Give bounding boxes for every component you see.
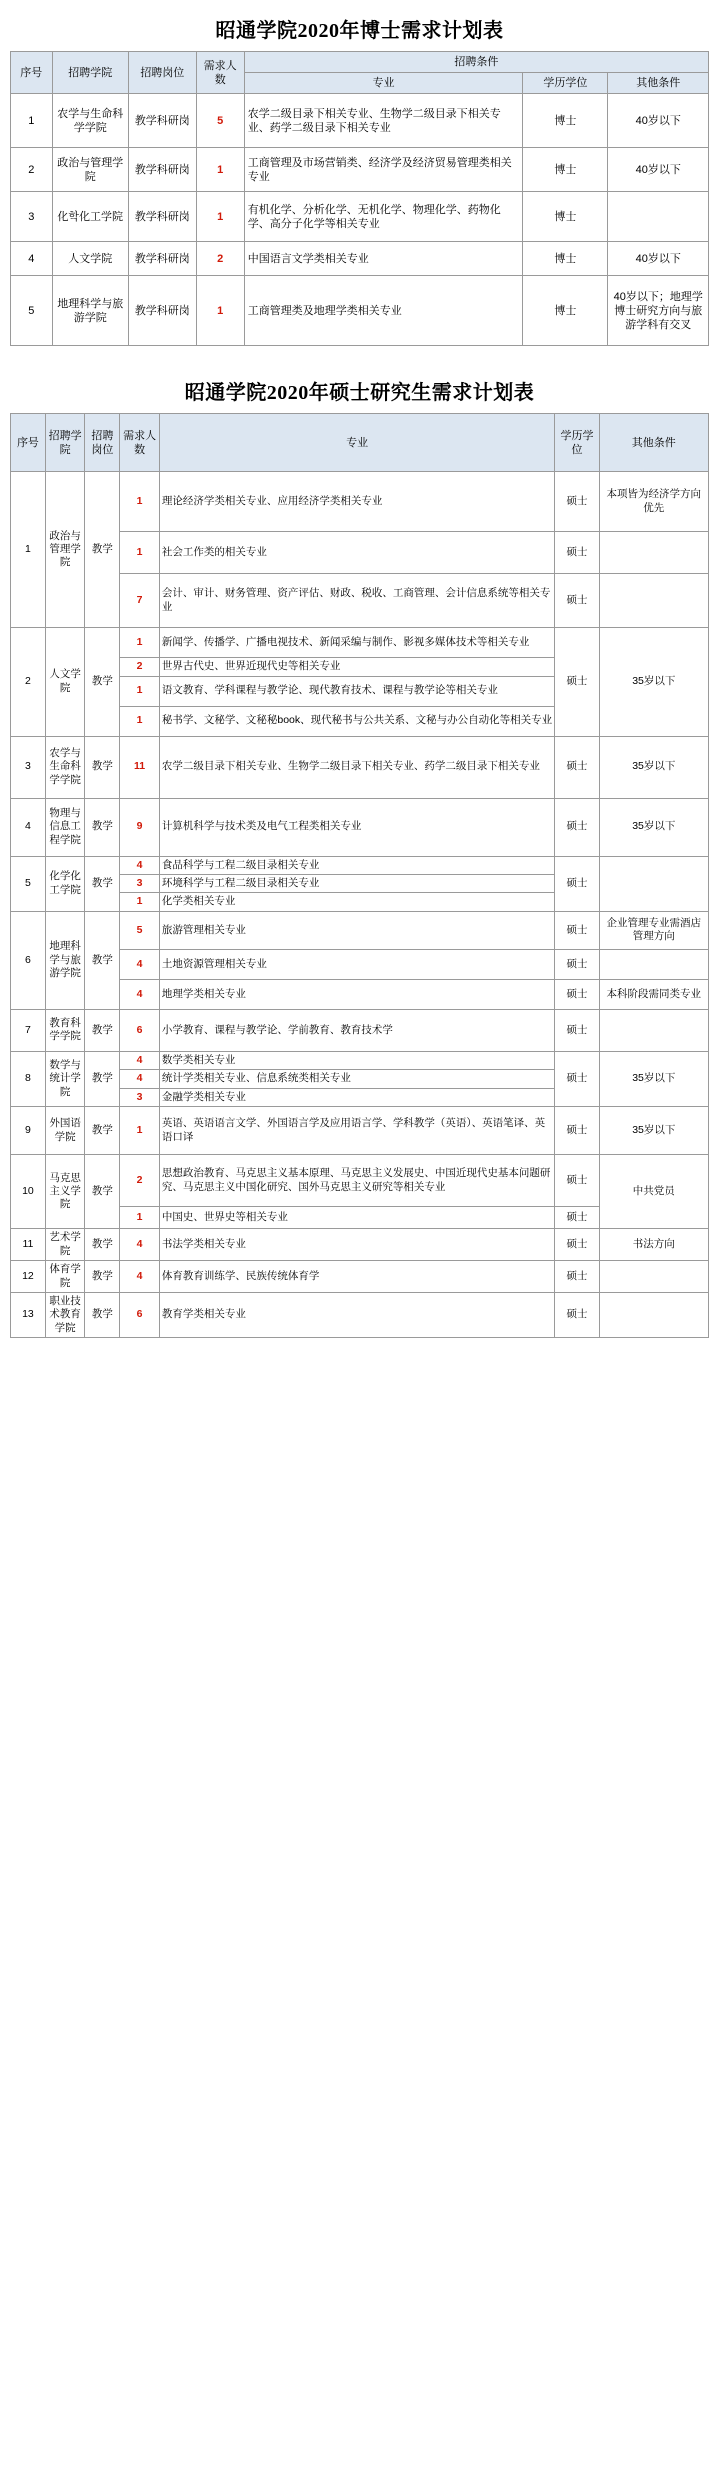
cell-seq: 10 (11, 1155, 46, 1229)
cell-college: 政治与管理学院 (45, 472, 85, 628)
cell-other: 本科阶段需同类专业 (599, 979, 708, 1009)
cell-other: 35岁以下 (599, 798, 708, 856)
cell-college: 地理科学与旅游学院 (52, 276, 128, 346)
header-count: 需求人数 (196, 52, 244, 94)
cell-seq: 3 (11, 192, 53, 242)
cell-count: 9 (120, 798, 160, 856)
cell-major: 理论经济学类相关专业、应用经济学类相关专业 (159, 472, 555, 532)
cell-degree: 硕士 (555, 532, 599, 574)
cell-post: 教学 (85, 1107, 120, 1155)
cell-major: 会计、审计、财务管理、资产评估、财政、税收、工商管理、会计信息系统等相关专业 (159, 574, 555, 628)
header-post: 招聘岗位 (128, 52, 196, 94)
cell-degree: 硕士 (555, 736, 599, 798)
cell-post: 教学科研岗 (128, 276, 196, 346)
cell-post: 教学 (85, 736, 120, 798)
cell-post: 教学 (85, 1261, 120, 1293)
cell-college: 体育学院 (45, 1261, 85, 1293)
cell-degree: 硕士 (555, 1107, 599, 1155)
cell-college: 政治与管理学院 (52, 148, 128, 192)
cell-degree: 硕士 (555, 1051, 599, 1106)
cell-count: 1 (120, 1207, 160, 1229)
cell-other (599, 1009, 708, 1051)
cell-count: 11 (120, 736, 160, 798)
cell-college: 农学与生命科学学院 (45, 736, 85, 798)
cell-seq: 8 (11, 1051, 46, 1106)
cell-post: 教学科研岗 (128, 242, 196, 276)
cell-other: 35岁以下 (599, 736, 708, 798)
cell-count: 2 (120, 1155, 160, 1207)
header-degree: 学历学位 (523, 73, 608, 94)
cell-seq: 5 (11, 276, 53, 346)
cell-post: 教学 (85, 798, 120, 856)
cell-degree: 硕士 (555, 472, 599, 532)
cell-college: 物理与信息工程学院 (45, 798, 85, 856)
cell-degree: 硕士 (555, 979, 599, 1009)
doctor-table-title: 昭通学院2020年博士需求计划表 (215, 20, 504, 42)
cell-college: 人文学院 (52, 242, 128, 276)
cell-major: 工商管理类及地理学类相关专业 (244, 276, 523, 346)
cell-seq: 11 (11, 1229, 46, 1261)
cell-post: 教学 (85, 472, 120, 628)
cell-major: 农学二级目录下相关专业、生物学二级目录下相关专业、药学二级目录下相关专业 (244, 94, 523, 148)
cell-college: 地理科学与旅游学院 (45, 911, 85, 1009)
table-row (11, 1009, 709, 1051)
cell-college: 化학化工学院 (52, 192, 128, 242)
cell-degree: 博士 (523, 94, 608, 148)
table-row (11, 911, 709, 949)
cell-other (599, 1261, 708, 1293)
cell-post: 教学科研岗 (128, 148, 196, 192)
cell-count: 1 (120, 472, 160, 532)
cell-seq: 2 (11, 628, 46, 736)
cell-post: 教学科研岗 (128, 192, 196, 242)
cell-college: 数学与统计学院 (45, 1051, 85, 1106)
cell-seq: 2 (11, 148, 53, 192)
cell-count: 2 (196, 242, 244, 276)
cell-post: 教学 (85, 1229, 120, 1261)
table-row (11, 856, 709, 874)
cell-other: 本项皆为经济学方向优先 (599, 472, 708, 532)
cell-other: 35岁以下 (599, 628, 708, 736)
cell-degree: 硕士 (555, 1292, 599, 1337)
cell-seq: 5 (11, 856, 46, 911)
cell-seq: 3 (11, 736, 46, 798)
cell-seq: 4 (11, 798, 46, 856)
cell-count: 1 (196, 148, 244, 192)
cell-major: 土地资源管理相关专业 (159, 949, 555, 979)
header-college: 招聘学院 (52, 52, 128, 94)
table-row (11, 798, 709, 856)
cell-college: 人文学院 (45, 628, 85, 736)
cell-degree: 硕士 (555, 911, 599, 949)
header-seq: 序号 (11, 52, 53, 94)
master-table-header-row (11, 414, 709, 472)
cell-post: 教学 (85, 1051, 120, 1106)
master-table-title: 昭通学院2020年硕士研究生需求计划表 (184, 382, 535, 405)
cell-count: 1 (196, 276, 244, 346)
cell-major: 金融学类相关专业 (159, 1088, 555, 1106)
cell-other (608, 192, 709, 242)
cell-college: 教育科学学院 (45, 1009, 85, 1051)
cell-degree: 博士 (523, 242, 608, 276)
cell-other: 中共党员 (599, 1155, 708, 1229)
cell-seq: 4 (11, 242, 53, 276)
cell-major: 旅游管理相关专业 (159, 911, 555, 949)
cell-degree: 硕士 (555, 628, 599, 736)
cell-degree: 硕士 (555, 856, 599, 911)
header-degree: 学历学位 (555, 414, 599, 472)
cell-college: 外国语学院 (45, 1107, 85, 1155)
cell-major: 英语、英语语言文学、外国语言学及应用语言学、学科教学（英语）、英语笔译、英语口译 (159, 1107, 555, 1155)
table-row (11, 1155, 709, 1207)
cell-other: 企业管理专业需酒店管理方向 (599, 911, 708, 949)
cell-count: 4 (120, 856, 160, 874)
table-row (11, 1261, 709, 1293)
table-row (11, 276, 709, 346)
cell-count: 6 (120, 1009, 160, 1051)
cell-other (599, 856, 708, 911)
section-spacer (10, 346, 709, 370)
cell-degree: 硕士 (555, 1229, 599, 1261)
cell-seq: 9 (11, 1107, 46, 1155)
cell-other (599, 949, 708, 979)
cell-major: 中国史、世界史等相关专业 (159, 1207, 555, 1229)
cell-major: 食品科学与工程二级目录相关专业 (159, 856, 555, 874)
cell-seq: 13 (11, 1292, 46, 1337)
cell-other: 35岁以下 (599, 1107, 708, 1155)
header-conditions-group: 招聘条件 (244, 52, 708, 73)
cell-major: 世界古代史、世界近现代史等相关专业 (159, 658, 555, 676)
cell-major: 书法学类相关专业 (159, 1229, 555, 1261)
cell-count: 4 (120, 979, 160, 1009)
cell-seq: 1 (11, 472, 46, 628)
table-row (11, 1229, 709, 1261)
cell-count: 4 (120, 949, 160, 979)
cell-other: 35岁以下 (599, 1051, 708, 1106)
cell-major: 中国语言文学类相关专业 (244, 242, 523, 276)
cell-major: 农学二级目录下相关专业、生物学二级目录下相关专业、药学二级目录下相关专业 (159, 736, 555, 798)
cell-major: 小学教育、课程与教学论、学前教育、教育技术学 (159, 1009, 555, 1051)
table-row (11, 242, 709, 276)
header-count: 需求人数 (120, 414, 160, 472)
cell-count: 5 (120, 911, 160, 949)
cell-seq: 7 (11, 1009, 46, 1051)
cell-degree: 博士 (523, 148, 608, 192)
cell-major: 新闻学、传播学、广播电视技术、新闻采编与制作、影视多媒体技术等相关专业 (159, 628, 555, 658)
cell-degree: 硕士 (555, 1261, 599, 1293)
cell-count: 4 (120, 1261, 160, 1293)
cell-count: 1 (120, 706, 160, 736)
cell-count: 1 (120, 532, 160, 574)
table-row (11, 192, 709, 242)
cell-major: 教育学类相关专业 (159, 1292, 555, 1337)
header-other: 其他条件 (608, 73, 709, 94)
cell-degree: 硕士 (555, 1155, 599, 1207)
cell-college: 职业技术教育学院 (45, 1292, 85, 1337)
cell-post: 教学 (85, 856, 120, 911)
cell-college: 马克思主义学院 (45, 1155, 85, 1229)
cell-degree: 硕士 (555, 1009, 599, 1051)
cell-other (599, 1292, 708, 1337)
cell-major: 工商管理及市场营销类、经济学及经济贸易管理类相关专业 (244, 148, 523, 192)
cell-other: 40岁以下 (608, 148, 709, 192)
doctor-needs-table (10, 51, 709, 346)
cell-post: 教学 (85, 628, 120, 736)
cell-count: 1 (196, 192, 244, 242)
cell-post: 教学 (85, 1292, 120, 1337)
cell-count: 2 (120, 658, 160, 676)
cell-major: 有机化学、分析化学、无机化学、物理化学、药物化学、高分子化学等相关专业 (244, 192, 523, 242)
cell-count: 5 (196, 94, 244, 148)
table-row (11, 736, 709, 798)
table-row (11, 1292, 709, 1337)
cell-post: 教学 (85, 1009, 120, 1051)
cell-count: 1 (120, 628, 160, 658)
cell-college: 农学与生命科学学院 (52, 94, 128, 148)
cell-count: 4 (120, 1051, 160, 1069)
cell-major: 社会工作类的相关专业 (159, 532, 555, 574)
cell-degree: 硕士 (555, 1207, 599, 1229)
table-row (11, 1051, 709, 1069)
cell-college: 艺术学院 (45, 1229, 85, 1261)
header-seq: 序号 (11, 414, 46, 472)
header-major: 专业 (244, 73, 523, 94)
cell-major: 语文教育、学科课程与教学论、现代教育技术、课程与教学论等相关专业 (159, 676, 555, 706)
cell-degree: 博士 (523, 276, 608, 346)
doctor-table-header-row-1 (11, 52, 709, 73)
cell-seq: 6 (11, 911, 46, 1009)
cell-other (599, 532, 708, 574)
header-major: 专业 (159, 414, 555, 472)
cell-count: 3 (120, 875, 160, 893)
table-row (11, 472, 709, 532)
cell-major: 计算机科学与技术类及电气工程类相关专业 (159, 798, 555, 856)
cell-college: 化学化工学院 (45, 856, 85, 911)
cell-major: 数学类相关专业 (159, 1051, 555, 1069)
cell-major: 环境科学与工程二级目录相关专业 (159, 875, 555, 893)
cell-count: 1 (120, 676, 160, 706)
cell-count: 1 (120, 1107, 160, 1155)
cell-major: 思想政治教育、马克思主义基本原理、马克思主义发展史、中国近现代史基本问题研究、马克思主义中国化研究、国外马克思主义研究等相关专业 (159, 1155, 555, 1207)
cell-major: 统计学类相关专业、信息系统类相关专业 (159, 1070, 555, 1088)
cell-post: 教学 (85, 911, 120, 1009)
cell-degree: 博士 (523, 192, 608, 242)
cell-degree: 硕士 (555, 798, 599, 856)
cell-degree: 硕士 (555, 949, 599, 979)
cell-major: 体育教育训练学、民族传统体育学 (159, 1261, 555, 1293)
cell-count: 6 (120, 1292, 160, 1337)
cell-other (599, 574, 708, 628)
header-college: 招聘学院 (45, 414, 85, 472)
cell-count: 1 (120, 893, 160, 911)
table-row (11, 1107, 709, 1155)
table-row (11, 148, 709, 192)
cell-other: 40岁以下；地理学博士研究方向与旅游学科有交叉 (608, 276, 709, 346)
cell-count: 3 (120, 1088, 160, 1106)
cell-count: 4 (120, 1070, 160, 1088)
header-other: 其他条件 (599, 414, 708, 472)
header-post: 招聘岗位 (85, 414, 120, 472)
cell-seq: 1 (11, 94, 53, 148)
cell-other: 40岁以下 (608, 94, 709, 148)
cell-count: 4 (120, 1229, 160, 1261)
cell-major: 秘书学、文秘学、文秘秘book、现代秘书与公共关系、文秘与办公自动化等相关专业 (159, 706, 555, 736)
cell-seq: 12 (11, 1261, 46, 1293)
cell-post: 教学 (85, 1155, 120, 1229)
cell-major: 地理学类相关专业 (159, 979, 555, 1009)
table-row (11, 94, 709, 148)
cell-major: 化学类相关专业 (159, 893, 555, 911)
cell-other: 书法方向 (599, 1229, 708, 1261)
table-row (11, 628, 709, 658)
cell-count: 7 (120, 574, 160, 628)
cell-degree: 硕士 (555, 574, 599, 628)
master-needs-table (10, 413, 709, 1338)
cell-other: 40岁以下 (608, 242, 709, 276)
cell-post: 教学科研岗 (128, 94, 196, 148)
